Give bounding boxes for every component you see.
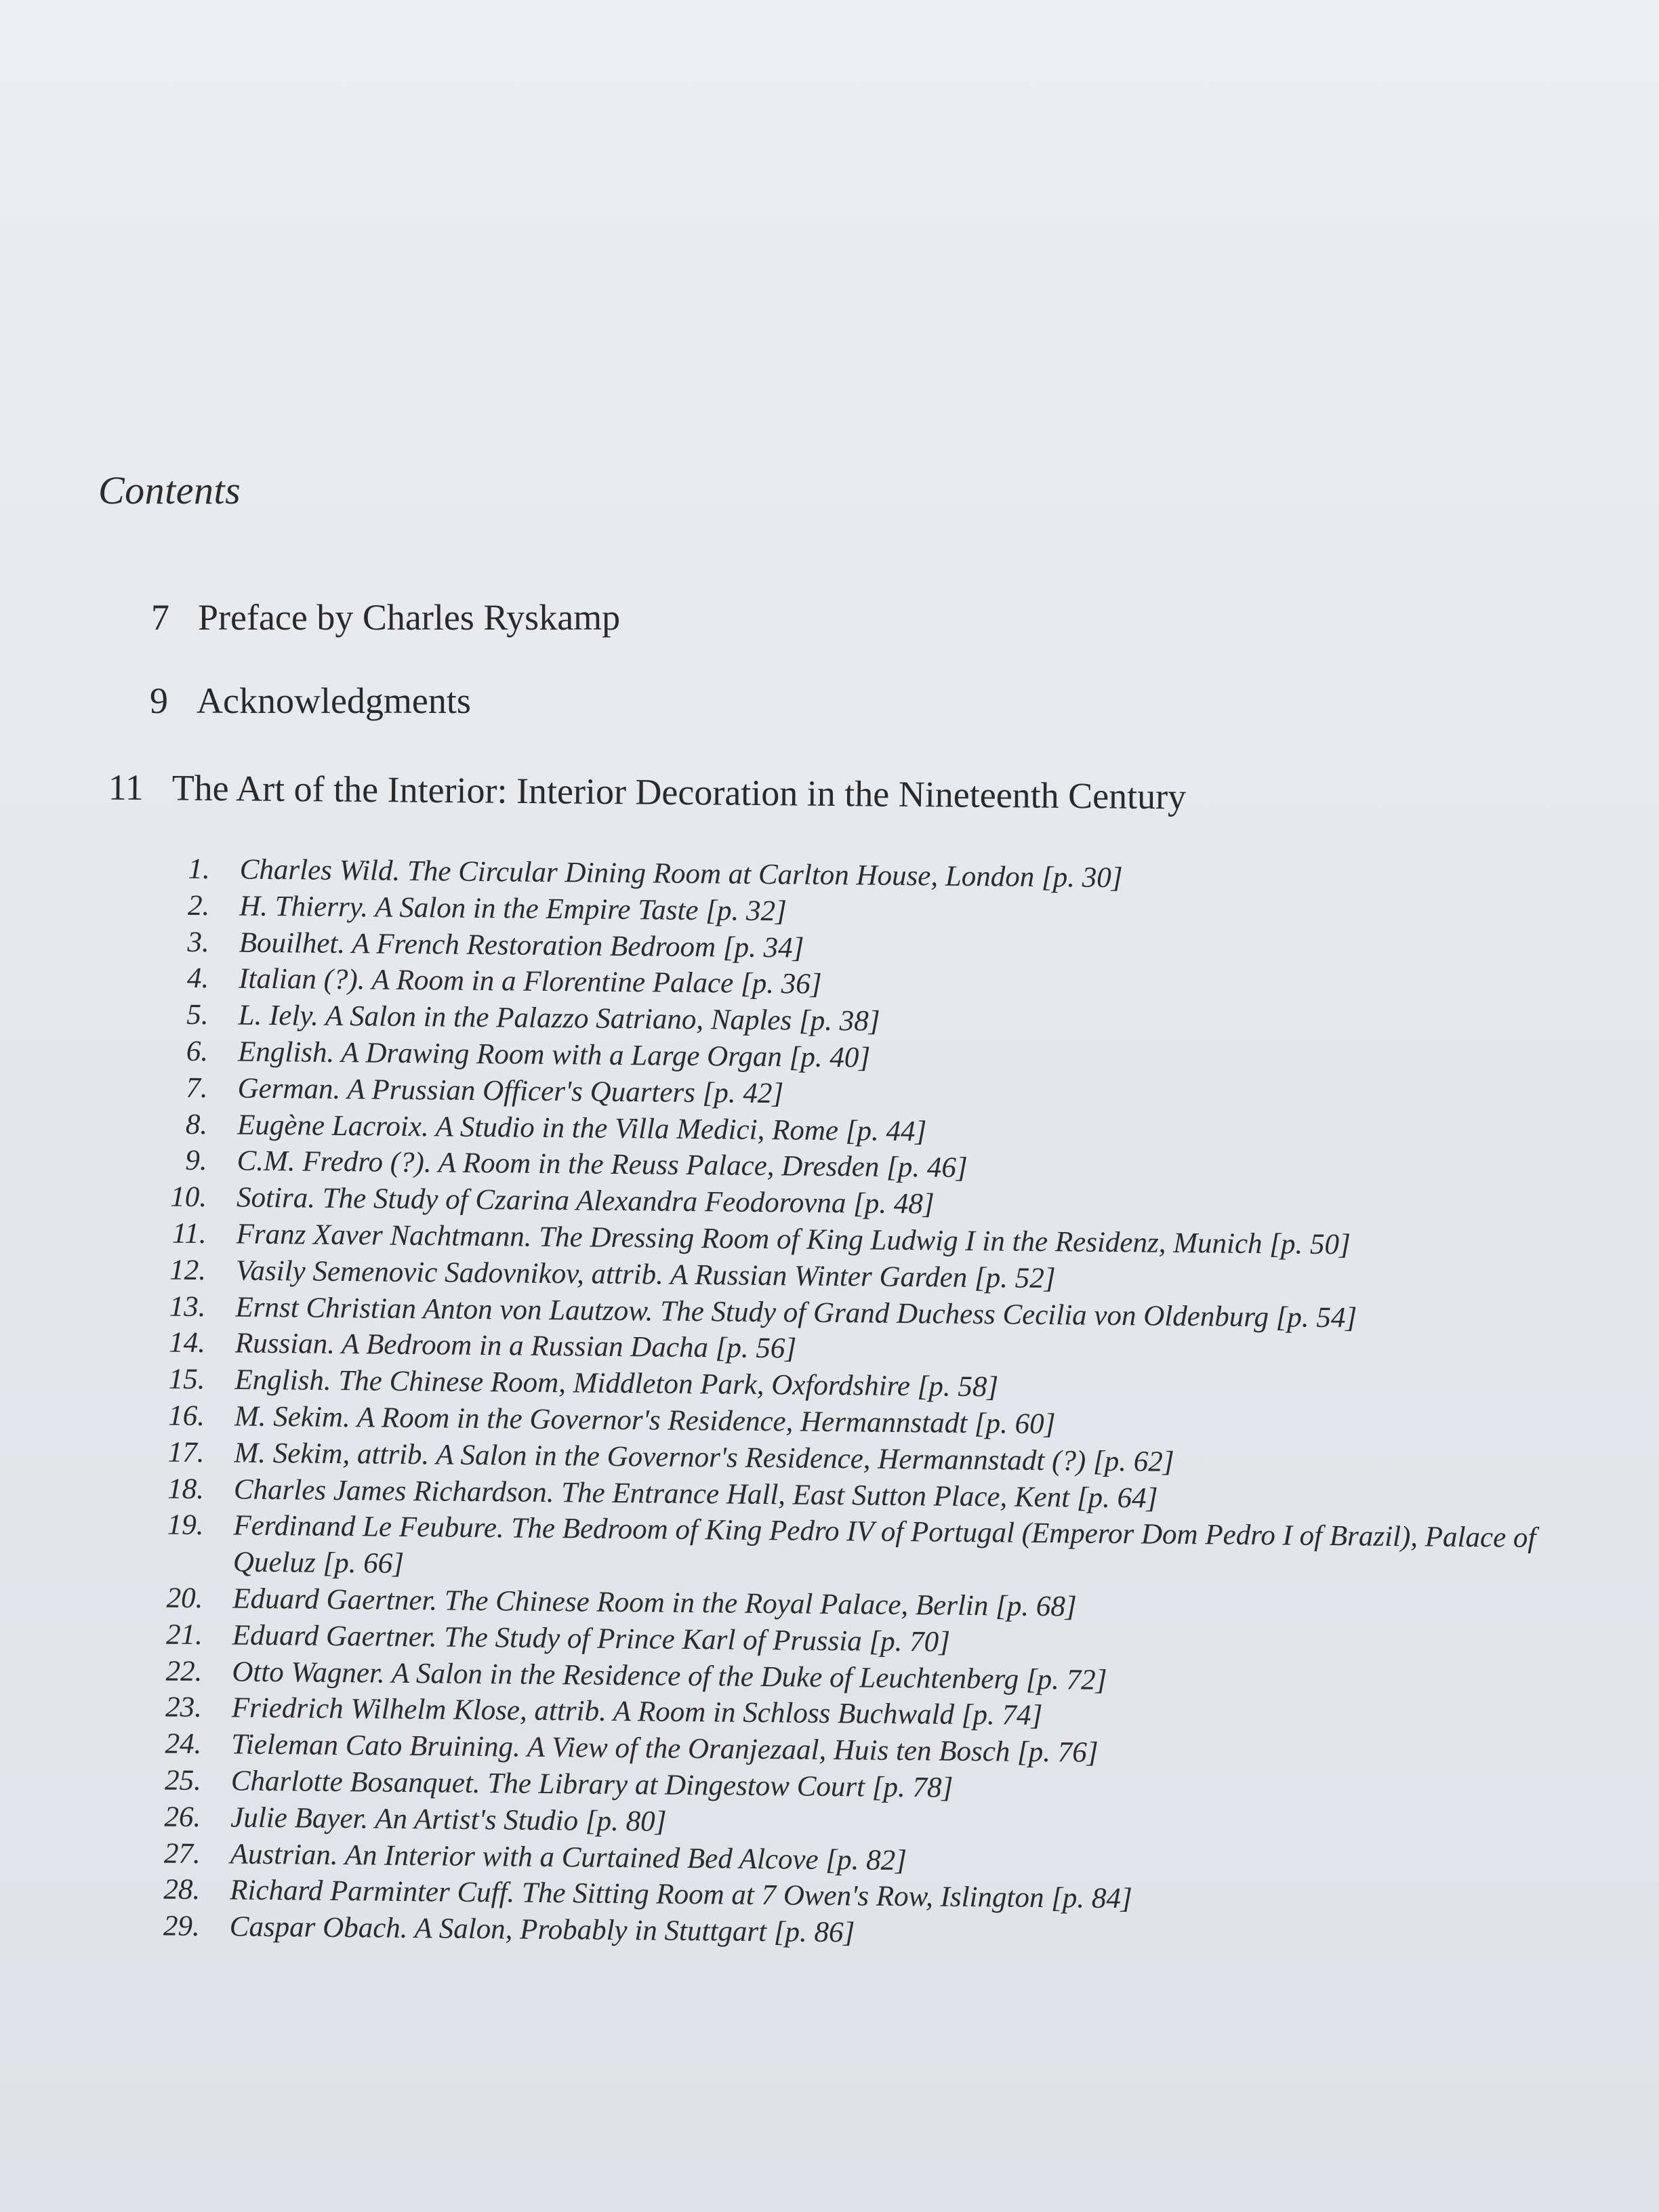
plate-title: H. Thierry. A Salon in the Empire Taste [p. 32] — [239, 890, 787, 928]
plate-title: English. A Drawing Room with a Large Organ [p. 40] — [237, 1036, 871, 1074]
plate-number: 5. — [186, 999, 209, 1031]
plate-number: 24. — [165, 1727, 202, 1761]
plate-number: 11. — [171, 1217, 207, 1250]
plate-title: Richard Parminter Cuff. The Sitting Room at 7 Owen's Row, Islington [p. 84] — [230, 1874, 1132, 1915]
plate-title: Eduard Gaertner. The Study of Prince Karl of Prussia [p. 70] — [232, 1619, 951, 1658]
plate-number: 15. — [168, 1363, 205, 1396]
section-title: Acknowledgments — [197, 680, 471, 721]
plate-number: 1. — [188, 853, 210, 886]
plate-title: Bouilhet. A French Restoration Bedroom [p. 34] — [239, 926, 804, 964]
plate-title: Charles Wild. The Circular Dining Room at Carlton House, London [p. 30] — [239, 853, 1123, 895]
plate-title: Julie Bayer. An Artist's Studio [p. 80] — [230, 1801, 667, 1838]
section-art-of-interior — [62, 766, 1186, 817]
plate-number: 9. — [185, 1145, 207, 1177]
plate-number: 27. — [163, 1837, 201, 1870]
section-acknowledgments — [87, 680, 471, 722]
plate-title: Tieleman Cato Bruining. A View of the Oranjezaal, Huis ten Bosch [p. 76] — [231, 1728, 1099, 1769]
plate-number: 8. — [185, 1108, 208, 1141]
section-page-number: 9 — [150, 680, 168, 721]
plate-number: 12. — [169, 1254, 207, 1286]
plate-title: Franz Xaver Nachtmann. The Dressing Room of King Ludwig I in the Residenz, Munich [p. 50] — [236, 1218, 1351, 1261]
plate-number: 25. — [164, 1764, 202, 1797]
plate-list — [119, 851, 1579, 1958]
plate-title: Friedrich Wilhelm Klose, attrib. A Room in Schloss Buchwald [p. 74] — [231, 1692, 1043, 1732]
plate-title: Eugène Lacroix. A Studio in the Villa Medici, Rome [p. 44] — [237, 1109, 927, 1147]
plate-title: L. Iely. A Salon in the Palazzo Satriano, Naples [p. 38] — [238, 999, 880, 1038]
plate-title: Caspar Obach. A Salon, Probably in Stuttgart [p. 86] — [229, 1910, 855, 1949]
plate-number: 2. — [187, 889, 210, 922]
plate-title: Ernst Christian Anton von Lautzow. The Study of Grand Duchess Cecilia von Oldenburg [p. 54] — [235, 1291, 1357, 1334]
plate-number: 18. — [167, 1473, 205, 1505]
plate-title: Austrian. An Interior with a Curtained Bed Alcove [p. 82] — [230, 1838, 907, 1877]
plate-title: Charles James Richardson. The Entrance Hall, East Sutton Place, Kent [p. 64] — [233, 1473, 1158, 1515]
plate-title: Eduard Gaertner. The Chinese Room in the Royal Palace, Berlin [p. 68] — [232, 1582, 1077, 1623]
plate-number: 7. — [186, 1071, 208, 1104]
plate-title: M. Sekim. A Room in the Governor's Residence, Hermannstadt [p. 60] — [234, 1400, 1056, 1441]
plate-title: English. The Chinese Room, Middleton Park, Oxfordshire [p. 58] — [234, 1364, 999, 1404]
section-title: The Art of the Interior: Interior Decoration in the Nineteenth Century — [171, 767, 1187, 817]
section-title: Preface by Charles Ryskamp — [198, 597, 621, 638]
plate-number: 23. — [165, 1691, 203, 1724]
plate-title: Italian (?). A Room in a Florentine Palace [p. 36] — [238, 962, 822, 1001]
plate-title: German. A Prussian Officer's Quarters [p. 42] — [237, 1072, 784, 1110]
plate-title: Charlotte Bosanquet. The Library at Dingestow Court [p. 78] — [230, 1765, 954, 1804]
plate-number: 13. — [169, 1290, 206, 1323]
plate-number: 3. — [187, 926, 209, 958]
plate-title: Vasily Semenovic Sadovnikov, attrib. A Russian Winter Garden [p. 52] — [235, 1254, 1056, 1294]
plate-number: 10. — [170, 1181, 207, 1214]
section-page-number: 11 — [108, 766, 144, 808]
contents-heading: Contents — [98, 468, 241, 512]
plate-number: 19. — [167, 1509, 204, 1542]
plate-number: 26. — [164, 1801, 201, 1833]
plate-number: 22. — [165, 1655, 203, 1687]
plate-title: Ferdinand Le Feubure. The Bedroom of King Pedro IV of Portugal (Emperor Dom Pedro I of Brazil), Palace of Queluz [p. 66] — [232, 1509, 1536, 1580]
plate-number: 16. — [168, 1399, 205, 1433]
plate-item — [122, 1507, 1573, 1593]
plate-number: 17. — [167, 1436, 205, 1469]
plate-title: Russian. A Bedroom in a Russian Dacha [p. 56] — [234, 1327, 797, 1365]
plate-title: Sotira. The Study of Czarina Alexandra Feodorovna [p. 48] — [236, 1181, 935, 1221]
plate-number: 21. — [165, 1618, 203, 1651]
plate-number: 6. — [186, 1035, 209, 1068]
section-page-number: 7 — [151, 597, 169, 638]
plate-number: 20. — [166, 1582, 203, 1615]
plate-title: C.M. Fredro (?). A Room in the Reuss Palace, Dresden [p. 46] — [237, 1145, 968, 1185]
plate-number: 28. — [163, 1873, 201, 1906]
plate-title: M. Sekim, attrib. A Salon in the Governor's Residence, Hermannstadt (?) [p. 62] — [234, 1437, 1174, 1478]
plate-number: 4. — [186, 962, 209, 995]
plate-number: 29. — [163, 1910, 200, 1943]
plate-title: Otto Wagner. A Salon in the Residence of the Duke of Leuchtenberg [p. 72] — [232, 1656, 1107, 1696]
section-preface — [88, 596, 620, 638]
plate-number: 14. — [169, 1326, 206, 1359]
